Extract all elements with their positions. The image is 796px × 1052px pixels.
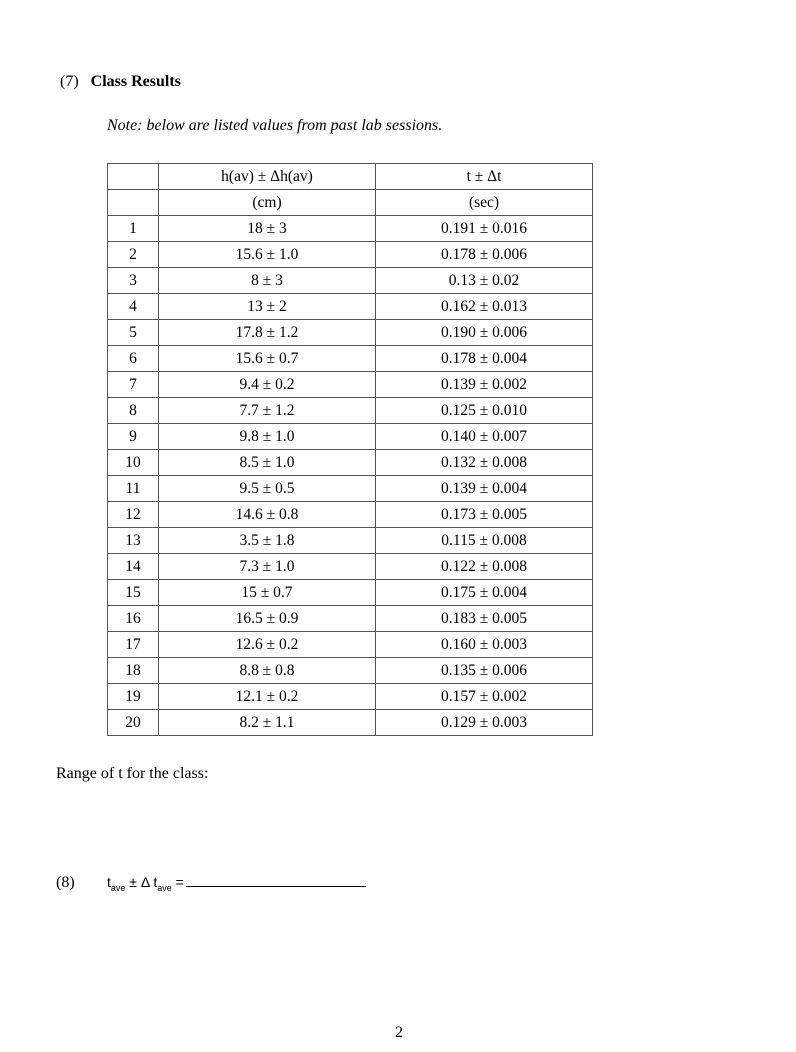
table-cell: 0.191 ± 0.016 [376, 216, 593, 242]
table-cell: 0.13 ± 0.02 [376, 268, 593, 294]
range-label: Range of t for the class: [56, 765, 209, 782]
table-cell: 0.139 ± 0.004 [376, 476, 593, 502]
table-cell: 18 [108, 658, 159, 684]
table-row [108, 294, 593, 320]
table-cell: 0.175 ± 0.004 [376, 580, 593, 606]
table-cell [108, 190, 159, 216]
table-cell: 0.160 ± 0.003 [376, 632, 593, 658]
table-row [108, 450, 593, 476]
table-cell: 0.132 ± 0.008 [376, 450, 593, 476]
table-cell: 0.178 ± 0.006 [376, 242, 593, 268]
table-cell: 13 ± 2 [159, 294, 376, 320]
table-row [108, 320, 593, 346]
table-cell: 15.6 ± 0.7 [159, 346, 376, 372]
table-cell: 16 [108, 606, 159, 632]
table-cell: 20 [108, 710, 159, 736]
table-cell: 7.3 ± 1.0 [159, 554, 376, 580]
table-cell: 7 [108, 372, 159, 398]
table-cell: 18 ± 3 [159, 216, 376, 242]
table-cell: 7.7 ± 1.2 [159, 398, 376, 424]
table-cell: 8 ± 3 [159, 268, 376, 294]
table-cell: 12 [108, 502, 159, 528]
table-cell: 3 [108, 268, 159, 294]
table-row [108, 372, 593, 398]
table-cell: 16.5 ± 0.9 [159, 606, 376, 632]
table-cell: 17.8 ± 1.2 [159, 320, 376, 346]
table-cell: 9.4 ± 0.2 [159, 372, 376, 398]
question-8-number: (8) [56, 874, 75, 891]
table-row [108, 424, 593, 450]
table-cell: 19 [108, 684, 159, 710]
table-cell: 8.2 ± 1.1 [159, 710, 376, 736]
page-number: 2 [395, 1024, 403, 1041]
table-cell: 2 [108, 242, 159, 268]
table-cell: 0.140 ± 0.007 [376, 424, 593, 450]
table-row [108, 710, 593, 736]
table-cell: 14 [108, 554, 159, 580]
table-cell: h(av) ± Δh(av) [159, 164, 376, 190]
table-cell: 12.6 ± 0.2 [159, 632, 376, 658]
table-cell: 13 [108, 528, 159, 554]
table-cell: 3.5 ± 1.8 [159, 528, 376, 554]
formula-pm-delta: ± Δ t [125, 874, 158, 890]
table-cell: 9.5 ± 0.5 [159, 476, 376, 502]
table-row [108, 502, 593, 528]
table-cell: 17 [108, 632, 159, 658]
table-cell: 6 [108, 346, 159, 372]
table-cell: (cm) [159, 190, 376, 216]
table-cell: 0.139 ± 0.002 [376, 372, 593, 398]
table-cell: 0.162 ± 0.013 [376, 294, 593, 320]
table-cell: 15.6 ± 1.0 [159, 242, 376, 268]
table-cell: 9.8 ± 1.0 [159, 424, 376, 450]
table-cell: 15 ± 0.7 [159, 580, 376, 606]
table-cell: 14.6 ± 0.8 [159, 502, 376, 528]
table-cell [108, 164, 159, 190]
table-cell: 0.129 ± 0.003 [376, 710, 593, 736]
table-cell: 0.157 ± 0.002 [376, 684, 593, 710]
table-row [108, 580, 593, 606]
formula-equals: = [171, 874, 184, 890]
table-row [108, 528, 593, 554]
formula-sub-2: ave [157, 882, 172, 893]
table-row [108, 398, 593, 424]
table-cell: 4 [108, 294, 159, 320]
table-cell: 12.1 ± 0.2 [159, 684, 376, 710]
formula-sub-1: ave [110, 882, 126, 893]
section-number: (7) [60, 73, 79, 90]
table-row [108, 242, 593, 268]
table-cell: 15 [108, 580, 159, 606]
table-cell: 8 [108, 398, 159, 424]
table-row [108, 554, 593, 580]
answer-blank[interactable] [186, 872, 366, 887]
table-cell: 5 [108, 320, 159, 346]
question-8-formula [107, 874, 184, 893]
table-cell: 10 [108, 450, 159, 476]
table-row [108, 346, 593, 372]
table-row [108, 632, 593, 658]
table-cell: 0.183 ± 0.005 [376, 606, 593, 632]
note-text: Note: below are listed values from past lab sessions. [107, 117, 443, 134]
table-cell: 1 [108, 216, 159, 242]
table-row [108, 684, 593, 710]
table-cell: 0.115 ± 0.008 [376, 528, 593, 554]
table-cell: 9 [108, 424, 159, 450]
table-row [108, 658, 593, 684]
table-cell: 8.8 ± 0.8 [159, 658, 376, 684]
table-cell: (sec) [376, 190, 593, 216]
table-cell: t ± Δt [376, 164, 593, 190]
table-cell: 0.178 ± 0.004 [376, 346, 593, 372]
table-cell: 0.173 ± 0.005 [376, 502, 593, 528]
table-cell: 0.125 ± 0.010 [376, 398, 593, 424]
table-cell: 0.122 ± 0.008 [376, 554, 593, 580]
section-heading [60, 73, 181, 91]
table-row [108, 476, 593, 502]
table-row [108, 216, 593, 242]
table-cell: 0.135 ± 0.006 [376, 658, 593, 684]
question-8 [56, 872, 366, 893]
table-row [108, 268, 593, 294]
results-table [107, 163, 593, 736]
table-row [108, 606, 593, 632]
formula-t: t [107, 874, 111, 890]
table-cell: 11 [108, 476, 159, 502]
table-cell: 0.190 ± 0.006 [376, 320, 593, 346]
table-units-row [108, 190, 593, 216]
table-cell: 8.5 ± 1.0 [159, 450, 376, 476]
table-header-row [108, 164, 593, 190]
section-title: Class Results [90, 73, 181, 90]
